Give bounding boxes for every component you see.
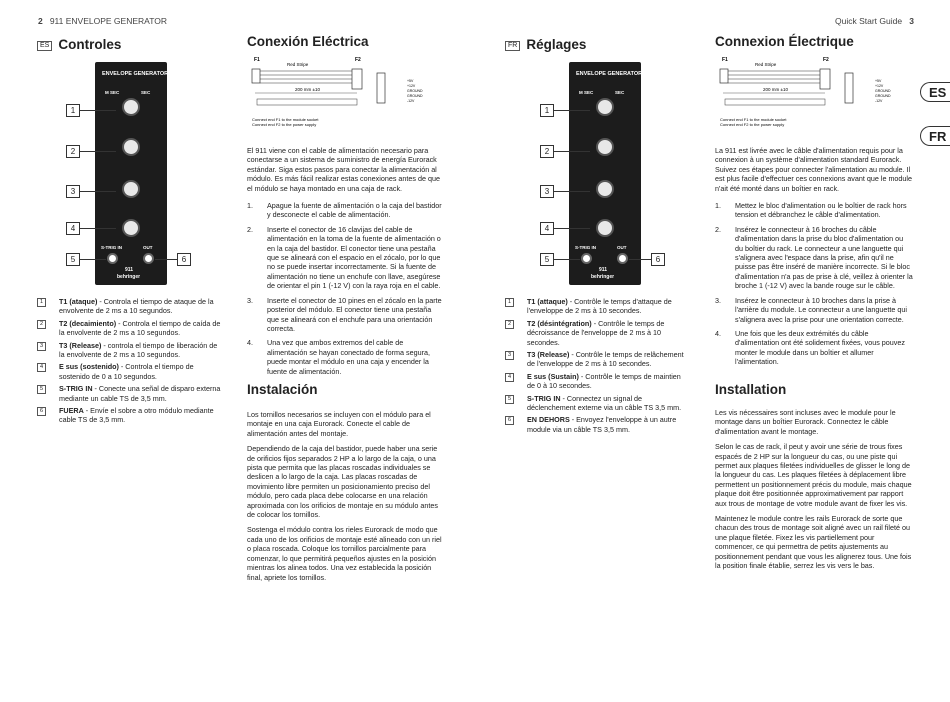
- module-name-label: ENVELOPE GENERATOR: [102, 71, 169, 77]
- lang-code-badge: FR: [505, 41, 520, 51]
- control-item: 3 T3 (Release) - Contrôle le temps de relâchement de l'enveloppe de 2 ms à 10 secondes.: [505, 350, 690, 369]
- es-module-panel-image: [95, 62, 167, 285]
- callout-2: 2: [66, 145, 80, 158]
- pin-label: -12V: [875, 99, 883, 103]
- pin-label: GROUND: [407, 89, 423, 93]
- out-jack[interactable]: [617, 253, 628, 264]
- pin-label: +12V: [407, 84, 416, 88]
- callout-3: 3: [540, 185, 554, 198]
- installation-paragraph: Dependiendo de la caja del bastidor, puede haber una serie de orificios fijos separados 2 HP a lo largo de la caja, o una pista que permita que las placas roscadas individuales se deslicen a lo largo de la caja. Las placas roscadas de movimiento libre permiten un posicionamiento preciso del módulo, pero cada placa debe colocarse en una relación aproximada con los orificios de montaje en su módulo antes de colocar los tornillos.: [247, 444, 438, 520]
- callout-4: 4: [66, 222, 80, 235]
- step-item: 1. Mettez le bloc d'alimentation ou le boîtier de rack hors tension et débranchez le câble d'alimentation.: [715, 201, 907, 220]
- callout-6: 6: [651, 253, 665, 266]
- control-item: 6 FUERA - Envíe el sobre a otro módulo mediante cable TS de 3,5 mm.: [37, 406, 222, 425]
- lang-code-badge: ES: [37, 41, 52, 51]
- trig-in-jack[interactable]: [581, 253, 592, 264]
- fr-connection-heading: Connexion Électrique: [715, 34, 854, 49]
- brand-label: behringer: [117, 274, 141, 280]
- msec-label: M SEC: [579, 90, 594, 95]
- control-item: 3 T3 (Release) - controla el tiempo de liberación de la envolvente de 2 ms a 10 segundos.: [37, 341, 222, 360]
- callout-1: 1: [66, 104, 80, 117]
- f2-label: F2: [355, 57, 361, 63]
- t2-knob[interactable]: [122, 138, 140, 156]
- cable-note-1: Connect end F1 to the module socket: [252, 117, 319, 122]
- connection-intro: El 911 viene con el cable de alimentación necesario para conectarse a un sistema de suministro de energía Eurorack estándar. Siga estos pasos para conectar la alimentación al módulo. Es más fácil realizar estas conexiones antes de que el módulo se haya montado en una caja de rack.: [247, 146, 440, 193]
- f1-label: F1: [254, 57, 260, 63]
- installation-paragraph: Maintenez le module contre les rails Eurorack de sorte que chacun des trous de montage soit aligné avec un rail fileté ou une plaque filetée. Fixez les vis partiellement pour commencer, ce qui permettra de petits ajustements au positionnement pendant que vous les alignerez tous. Une fois la position finale établie, serrez les vis vers le bas.: [715, 514, 912, 571]
- callout-2: 2: [540, 145, 554, 158]
- fr-controls-heading: FR Réglages: [505, 36, 586, 54]
- installation-paragraph: Selon le cas de rack, il peut y avoir une série de trous fixes espacés de 2 HP sur la longueur du cas, ou une piste qui permet aux plaques filetées individuelles de glisser le long de la longueur du cas. Les plaques filetées à déplacement libre permettent un positionnement précis du module, mais chaque plaque doit être positionnée approximativement par rapport aux trous de montage de votre module avant de fixer les vis.: [715, 442, 912, 508]
- module-name-label: ENVELOPE GENERATOR: [576, 71, 643, 77]
- t3-knob[interactable]: [122, 180, 140, 198]
- sustain-knob[interactable]: [596, 219, 614, 237]
- sec-label: SEC: [141, 90, 151, 95]
- control-item: 1 T1 (ataque) - Controla el tiempo de ataque de la envolvente de 2 ms a 10 segundos.: [37, 297, 222, 316]
- sustain-knob[interactable]: [122, 219, 140, 237]
- out-jack[interactable]: [143, 253, 154, 264]
- t1-knob[interactable]: [122, 98, 140, 116]
- fr-module-panel-image: [569, 62, 641, 285]
- connection-steps: [715, 201, 913, 367]
- callout-4: 4: [540, 222, 554, 235]
- f2-label: F2: [823, 57, 829, 63]
- connection-intro: La 911 est livrée avec le câble d'alimentation requis pour la connexion à un système d'alimentation standard Eurorack. Suivez ces étapes pour connecter l'alimentation au module. Il est plus facile d'effectuer ces connexions avant que le module n'ait été monté dans un boîtier en rack.: [715, 146, 913, 193]
- msec-label: M SEC: [105, 90, 120, 95]
- sec-label: SEC: [615, 90, 625, 95]
- left-page-number: 2: [38, 16, 43, 26]
- control-item: 5 S-TRIG IN - Conecte una señal de disparo externa mediante un cable TS de 3,5 mm.: [37, 384, 222, 403]
- callout-1: 1: [540, 104, 554, 117]
- f1-label: F1: [722, 57, 728, 63]
- trig-label: S-TRIG IN: [575, 245, 596, 250]
- red-stripe-label: Red Stripe: [755, 62, 777, 67]
- left-running-title: 911 ENVELOPE GENERATOR: [49, 16, 167, 26]
- red-stripe-label: Red Stripe: [287, 62, 309, 67]
- control-item: 4 E sus (Sustain) - Contrôle le temps de maintien de 0 à 10 secondes.: [505, 372, 690, 391]
- step-item: 3. Inserte el conector de 10 pines en el zócalo en la parte posterior del módulo. El conector tiene una pestaña que se alineará con el enchufe para una orientación correcta.: [247, 295, 442, 333]
- control-item: 6 EN DEHORS - Envoyez l'enveloppe à un autre module via un câble TS 3,5 mm.: [505, 415, 690, 434]
- es-installation-text: [247, 410, 445, 588]
- control-item: 4 E sus (sostenido) - Controla el tiempo de sostenido de 0 a 10 segundos.: [37, 362, 222, 381]
- callout-3: 3: [66, 185, 80, 198]
- installation-paragraph: Sostenga el módulo contra los rieles Eurorack de modo que cada uno de los orificios de montaje esté alineado con un riel o placa roscada. Coloque los tornillos parcialmente para comenzar, lo que permitirá pequeños ajustes en la posición mientras los alinea todos. Una vez establecida la posición final, apriete los tornillos.: [247, 525, 442, 582]
- installation-paragraph: Les vis nécessaires sont incluses avec le module pour le montage dans un boîtier Eurorack. Connectez le câble d'alimentation avant le montage.: [715, 408, 896, 436]
- t2-knob[interactable]: [596, 138, 614, 156]
- es-connection-text: [247, 146, 445, 381]
- step-item: 3. Insérez le connecteur à 10 broches dans la prise à l'arrière du module. Le connecteur a une languette qui s'alignera avec la prise pour une orientation correcte.: [715, 295, 907, 324]
- cable-note-2: Connect end F2 to the power supply: [720, 122, 785, 127]
- pin-label: GROUND: [875, 89, 891, 93]
- right-running-title: Quick Start Guide: [835, 16, 903, 26]
- language-tab-es[interactable]: ES: [920, 82, 950, 102]
- out-label: OUT: [143, 245, 153, 250]
- fr-connection-text: [715, 146, 913, 372]
- trig-label: S-TRIG IN: [101, 245, 122, 250]
- callout-5: 5: [540, 253, 554, 266]
- es-power-cable-diagram: [247, 55, 447, 130]
- pin-label: GROUND: [407, 94, 423, 98]
- pin-label: +12V: [875, 84, 884, 88]
- pin-label: +5V: [875, 79, 882, 83]
- callout-6: 6: [177, 253, 191, 266]
- fr-installation-text: [715, 408, 913, 577]
- step-item: 4. Une fois que les deux extrémités du câble d'alimentation ont été solidement fixées, vous pouvez monter le module dans un boîtier et allumer l'alimentation.: [715, 328, 905, 367]
- right-page-header: [835, 16, 914, 26]
- t1-knob[interactable]: [596, 98, 614, 116]
- control-item: 1 T1 (attaque) - Contrôle le temps d'attaque de l'enveloppe de 2 ms à 10 secondes.: [505, 297, 690, 316]
- brand-label: behringer: [591, 274, 615, 280]
- control-item: 2 T2 (désintégration) - Contrôle le temps de décroissance de l'enveloppe de 2 ms à 10 secondes.: [505, 319, 690, 347]
- right-page-number: 3: [909, 16, 914, 26]
- es-controls-heading: ES Controles: [37, 36, 121, 54]
- connection-steps: [247, 201, 445, 376]
- fr-power-cable-diagram: [715, 55, 915, 130]
- callout-5: 5: [66, 253, 80, 266]
- module-model-label: 911: [599, 267, 608, 273]
- length-label: 200 mm ±10: [295, 87, 320, 92]
- out-label: OUT: [617, 245, 627, 250]
- pin-label: +5V: [407, 79, 414, 83]
- step-item: 1. Apague la fuente de alimentación o la caja del bastidor y desconecte el cable de alimentación.: [247, 201, 442, 220]
- es-installation-heading: Instalación: [247, 382, 318, 397]
- step-item: 2. Insérez le connecteur à 16 broches du câble d'alimentation dans la prise du bloc d'alimentation ou du boîtier du rack. Le connecteur a une languette qui s'alignera avec l'espace dans la prise, afin qu'il ne puisse pas être inséré de manière incorrecte. Si le bloc d'alimentation n'a pas de prise à clé, veillez à orienter la broche 1 (-12 V) avec la bande rouge sur le câble.: [715, 224, 913, 291]
- control-item: 2 T2 (decaimiento) - Controla el tiempo de caída de la envolvente de 2 ms a 10 segundos.: [37, 319, 222, 338]
- step-item: 4. Una vez que ambos extremos del cable de alimentación se hayan conectado de forma segura, puede montar el módulo en una caja y encender la fuente de alimentación.: [247, 338, 431, 376]
- trig-in-jack[interactable]: [107, 253, 118, 264]
- es-controls-list: [37, 297, 222, 428]
- es-connection-heading: Conexión Eléctrica: [247, 34, 369, 49]
- pin-label: GROUND: [875, 94, 891, 98]
- cable-note-2: Connect end F2 to the power supply: [252, 122, 317, 127]
- module-model-label: 911: [125, 267, 134, 273]
- length-label: 200 mm ±10: [763, 87, 788, 92]
- left-page-header: [38, 16, 167, 26]
- pin-label: -12V: [407, 99, 415, 103]
- language-tab-fr[interactable]: FR: [920, 126, 950, 146]
- t3-knob[interactable]: [596, 180, 614, 198]
- fr-installation-heading: Installation: [715, 382, 787, 397]
- control-item: 5 S-TRIG IN - Connectez un signal de déclenchement externe via un câble TS 3,5 mm.: [505, 394, 690, 413]
- installation-paragraph: Los tornillos necesarios se incluyen con el módulo para el montaje en una caja Eurorack. Conecte el cable de alimentación antes del montaje.: [247, 410, 431, 438]
- cable-note-1: Connect end F1 to the module socket: [720, 117, 787, 122]
- fr-controls-list: [505, 297, 690, 437]
- step-item: 2. Inserte el conector de 16 clavijas del cable de alimentación en la toma de la fuente de alimentación o en la caja del bastidor. El conector tiene una pestaña que se alineará con el espacio en el zócalo, por lo que no se puede insertar incorrectamente. Si la fuente de alimentación no tiene un enchufe con llave, asegúrese de orientar el pin 1 (-12 V) con la raya roja en el cable.: [247, 224, 441, 291]
